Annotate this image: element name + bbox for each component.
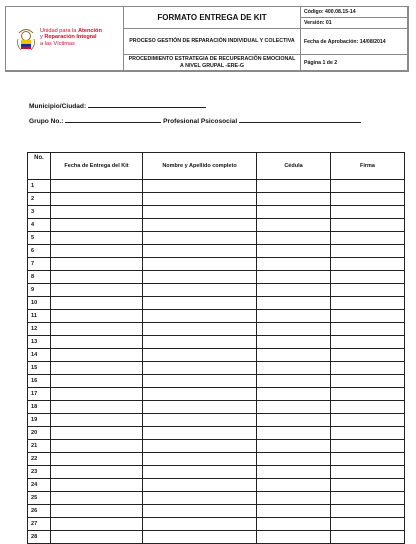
row-number: 3	[28, 206, 51, 219]
table-row	[28, 505, 405, 518]
page-number: Página 1 de 2	[301, 55, 408, 71]
table-row	[28, 375, 405, 388]
table-row	[28, 232, 405, 245]
firma-cell[interactable]	[331, 414, 405, 427]
row-number: 22	[28, 453, 51, 466]
row-number: 5	[28, 232, 51, 245]
cedula-cell[interactable]	[257, 284, 331, 297]
cedula-cell[interactable]	[257, 375, 331, 388]
table-row	[28, 349, 405, 362]
nombre-cell[interactable]	[143, 518, 257, 531]
fecha-cell[interactable]	[51, 245, 143, 258]
cedula-cell[interactable]	[257, 531, 331, 544]
row-number: 17	[28, 388, 51, 401]
row-number: 19	[28, 414, 51, 427]
nombre-cell[interactable]	[143, 414, 257, 427]
cedula-cell[interactable]	[257, 466, 331, 479]
cedula-cell[interactable]	[257, 388, 331, 401]
grupo-label: Grupo No.:	[29, 118, 64, 125]
cedula-cell[interactable]	[257, 258, 331, 271]
cedula-cell[interactable]	[257, 336, 331, 349]
nombre-cell[interactable]	[143, 440, 257, 453]
fecha-cell[interactable]	[51, 518, 143, 531]
cedula-cell[interactable]	[257, 401, 331, 414]
column-header-cedula: Cédula	[257, 153, 331, 180]
table-row	[28, 245, 405, 258]
table-row	[28, 466, 405, 479]
fecha-cell[interactable]	[51, 180, 143, 193]
process-name: PROCESO GESTIÓN DE REPARACIÓN INDIVIDUAL Y COLECTIVA	[124, 29, 301, 55]
fecha-cell[interactable]	[51, 258, 143, 271]
fecha-cell[interactable]	[51, 206, 143, 219]
cedula-cell[interactable]	[257, 362, 331, 375]
cedula-cell[interactable]	[257, 206, 331, 219]
row-number: 23	[28, 466, 51, 479]
firma-cell[interactable]	[331, 271, 405, 284]
document-code: Código: 400.08.15-14	[301, 7, 408, 18]
nombre-cell[interactable]	[143, 375, 257, 388]
table-row	[28, 271, 405, 284]
row-number: 16	[28, 375, 51, 388]
fecha-cell[interactable]	[51, 440, 143, 453]
row-number: 20	[28, 427, 51, 440]
table-row	[28, 336, 405, 349]
firma-cell[interactable]	[331, 453, 405, 466]
column-header-no: No.	[28, 153, 51, 180]
firma-cell[interactable]	[331, 193, 405, 206]
nombre-cell[interactable]	[143, 245, 257, 258]
profesional-input-line[interactable]	[239, 116, 361, 123]
procedure-name: PROCEDIMIENTO ESTRATEGIA DE RECUPERACIÓN EMOCIONAL A NIVEL GRUPAL -ERE-G	[124, 55, 301, 71]
cedula-cell[interactable]	[257, 310, 331, 323]
nombre-cell[interactable]	[143, 193, 257, 206]
nombre-cell[interactable]	[143, 505, 257, 518]
firma-cell[interactable]	[331, 245, 405, 258]
cedula-cell[interactable]	[257, 427, 331, 440]
fecha-cell[interactable]	[51, 492, 143, 505]
cedula-cell[interactable]	[257, 271, 331, 284]
logo-text: Unidad para la Atención y Reparación Integral a las Víctimas	[40, 28, 102, 47]
approval-date: Fecha de Aprobación: 14/08/2014	[301, 29, 408, 55]
table-row	[28, 492, 405, 505]
table-row	[28, 297, 405, 310]
nombre-cell[interactable]	[143, 466, 257, 479]
fecha-cell[interactable]	[51, 479, 143, 492]
document-header	[5, 6, 409, 72]
row-number: 28	[28, 531, 51, 544]
nombre-cell[interactable]	[143, 219, 257, 232]
nombre-cell[interactable]	[143, 297, 257, 310]
firma-cell[interactable]	[331, 323, 405, 336]
nombre-cell[interactable]	[143, 232, 257, 245]
row-number: 8	[28, 271, 51, 284]
table-row	[28, 518, 405, 531]
row-number: 7	[28, 258, 51, 271]
nombre-cell[interactable]	[143, 349, 257, 362]
row-number: 9	[28, 284, 51, 297]
fecha-cell[interactable]	[51, 193, 143, 206]
cedula-cell[interactable]	[257, 440, 331, 453]
fecha-cell[interactable]	[51, 466, 143, 479]
firma-cell[interactable]	[331, 466, 405, 479]
grupo-input-line[interactable]	[65, 116, 161, 123]
table-row	[28, 479, 405, 492]
municipio-field	[29, 101, 206, 110]
row-number: 11	[28, 310, 51, 323]
firma-cell[interactable]	[331, 531, 405, 544]
cedula-cell[interactable]	[257, 505, 331, 518]
nombre-cell[interactable]	[143, 479, 257, 492]
nombre-cell[interactable]	[143, 401, 257, 414]
cedula-cell[interactable]	[257, 349, 331, 362]
firma-cell[interactable]	[331, 284, 405, 297]
cedula-cell[interactable]	[257, 193, 331, 206]
row-number: 13	[28, 336, 51, 349]
table-row	[28, 258, 405, 271]
row-number: 25	[28, 492, 51, 505]
fecha-cell[interactable]	[51, 427, 143, 440]
row-number: 4	[28, 219, 51, 232]
logo-cell	[6, 7, 124, 71]
table-row	[28, 531, 405, 544]
firma-cell[interactable]	[331, 388, 405, 401]
cedula-cell[interactable]	[257, 414, 331, 427]
nombre-cell[interactable]	[143, 310, 257, 323]
firma-cell[interactable]	[331, 349, 405, 362]
firma-cell[interactable]	[331, 336, 405, 349]
row-number: 27	[28, 518, 51, 531]
table-row	[28, 206, 405, 219]
table-row	[28, 440, 405, 453]
firma-cell[interactable]	[331, 440, 405, 453]
colombia-seal-icon	[14, 27, 38, 53]
fecha-cell[interactable]	[51, 310, 143, 323]
row-number: 6	[28, 245, 51, 258]
nombre-cell[interactable]	[143, 284, 257, 297]
nombre-cell[interactable]	[143, 427, 257, 440]
row-number: 10	[28, 297, 51, 310]
nombre-cell[interactable]	[143, 362, 257, 375]
row-number: 26	[28, 505, 51, 518]
nombre-cell[interactable]	[143, 492, 257, 505]
table-row	[28, 453, 405, 466]
firma-cell[interactable]	[331, 362, 405, 375]
fecha-cell[interactable]	[51, 284, 143, 297]
delivery-table	[27, 152, 405, 544]
nombre-cell[interactable]	[143, 453, 257, 466]
firma-cell[interactable]	[331, 219, 405, 232]
table-row	[28, 193, 405, 206]
municipio-label: Municipio/Ciudad:	[29, 103, 87, 110]
nombre-cell[interactable]	[143, 180, 257, 193]
cedula-cell[interactable]	[257, 245, 331, 258]
nombre-cell[interactable]	[143, 336, 257, 349]
fecha-cell[interactable]	[51, 414, 143, 427]
table-header-row	[28, 153, 405, 180]
row-number: 18	[28, 401, 51, 414]
cedula-cell[interactable]	[257, 518, 331, 531]
cedula-cell[interactable]	[257, 323, 331, 336]
fecha-cell[interactable]	[51, 336, 143, 349]
table-row	[28, 323, 405, 336]
table-row	[28, 284, 405, 297]
firma-cell[interactable]	[331, 492, 405, 505]
firma-cell[interactable]	[331, 518, 405, 531]
document-title: FORMATO ENTREGA DE KIT	[124, 7, 301, 29]
nombre-cell[interactable]	[143, 206, 257, 219]
fecha-cell[interactable]	[51, 219, 143, 232]
table-row	[28, 401, 405, 414]
row-number: 21	[28, 440, 51, 453]
row-number: 2	[28, 193, 51, 206]
firma-cell[interactable]	[331, 401, 405, 414]
table-row	[28, 388, 405, 401]
cedula-cell[interactable]	[257, 232, 331, 245]
row-number: 14	[28, 349, 51, 362]
table-row	[28, 310, 405, 323]
fecha-cell[interactable]	[51, 375, 143, 388]
row-number: 24	[28, 479, 51, 492]
document-version: Versión: 01	[301, 18, 408, 29]
firma-cell[interactable]	[331, 232, 405, 245]
firma-cell[interactable]	[331, 310, 405, 323]
table-row	[28, 219, 405, 232]
fecha-cell[interactable]	[51, 453, 143, 466]
row-number: 1	[28, 180, 51, 193]
cedula-cell[interactable]	[257, 479, 331, 492]
cedula-cell[interactable]	[257, 180, 331, 193]
column-header-firma: Firma	[331, 153, 405, 180]
nombre-cell[interactable]	[143, 388, 257, 401]
nombre-cell[interactable]	[143, 531, 257, 544]
firma-cell[interactable]	[331, 479, 405, 492]
nombre-cell[interactable]	[143, 258, 257, 271]
firma-cell[interactable]	[331, 206, 405, 219]
grupo-field	[29, 116, 361, 125]
nombre-cell[interactable]	[143, 271, 257, 284]
firma-cell[interactable]	[331, 427, 405, 440]
fecha-cell[interactable]	[51, 349, 143, 362]
firma-cell[interactable]	[331, 258, 405, 271]
table-row	[28, 427, 405, 440]
fecha-cell[interactable]	[51, 362, 143, 375]
fecha-cell[interactable]	[51, 401, 143, 414]
column-header-fecha: Fecha de Entrega del Kit	[51, 153, 143, 180]
row-number: 15	[28, 362, 51, 375]
fecha-cell[interactable]	[51, 232, 143, 245]
fecha-cell[interactable]	[51, 297, 143, 310]
fecha-cell[interactable]	[51, 271, 143, 284]
cedula-cell[interactable]	[257, 453, 331, 466]
municipio-input-line[interactable]	[88, 101, 206, 108]
table-row	[28, 180, 405, 193]
cedula-cell[interactable]	[257, 297, 331, 310]
fecha-cell[interactable]	[51, 388, 143, 401]
row-number: 12	[28, 323, 51, 336]
profesional-label: Profesional Psicosocial	[163, 118, 238, 125]
cedula-cell[interactable]	[257, 219, 331, 232]
table-row	[28, 362, 405, 375]
fecha-cell[interactable]	[51, 531, 143, 544]
fecha-cell[interactable]	[51, 505, 143, 518]
table-row	[28, 414, 405, 427]
nombre-cell[interactable]	[143, 323, 257, 336]
firma-cell[interactable]	[331, 375, 405, 388]
firma-cell[interactable]	[331, 297, 405, 310]
fecha-cell[interactable]	[51, 323, 143, 336]
firma-cell[interactable]	[331, 505, 405, 518]
firma-cell[interactable]	[331, 180, 405, 193]
cedula-cell[interactable]	[257, 492, 331, 505]
column-header-nombre: Nombre y Apellido completo	[143, 153, 257, 180]
